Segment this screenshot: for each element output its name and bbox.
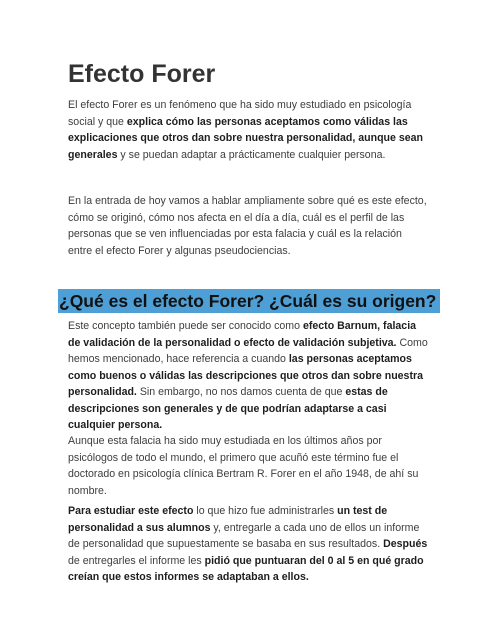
study-bold-2: un test de personalidad a sus alumnos <box>68 505 388 534</box>
study-text-1: lo que hizo fue administrarles <box>193 505 338 517</box>
intro-text-1: El efecto Forer es un fenómeno que ha sido muy estudiado en psicología social y que <box>68 99 412 128</box>
study-paragraph <box>68 503 428 586</box>
section-heading: ¿Qué es el efecto Forer? ¿Cuál es su origen? <box>59 291 437 311</box>
definition-text-3: Sin embargo, no nos damos cuenta de que <box>136 386 346 398</box>
study-text-2: y, entregarle a cada uno de ellos un informe de personalidad que supuestamente se basaba en sus resultados. <box>68 521 420 550</box>
study-bold-1: Para estudiar este efecto <box>68 505 194 517</box>
intro-paragraph <box>68 97 428 163</box>
definition-bold-3: estas de descripciones son generales y de que podrían adaptarse a casi cualquier persona. <box>68 386 388 431</box>
overview-paragraph: En la entrada de hoy vamos a hablar ampliamente sobre qué es este efecto, cómo se originó, cómo nos afecta en el día a día, cuál es el perfil de las personas que se ven influenciadas por esta falacia y cuál es la relación entre el efecto Forer y algunas pseudociencias. <box>68 195 427 257</box>
definition-paragraph <box>68 318 428 434</box>
section-heading-bar <box>58 289 440 313</box>
definition-bold-2: las personas aceptamos como buenos o válidas las descripciones que otros dan sobre nuestra personalidad. <box>68 353 423 398</box>
definition-bold-1: efecto Barnum, falacia de validación de la personalidad o efecto de validación subjetiva. <box>68 320 417 349</box>
study-text-3: de entregarles el informe les <box>68 554 205 567</box>
study-bold-3: Después <box>383 538 428 550</box>
intro-text-2: y se puedan adaptar a prácticamente cualquier persona. <box>117 148 386 161</box>
origin-paragraph: Aunque esta falacia ha sido muy estudiada en los últimos años por psicólogos de todo el mundo, el primero que acuñó este término fue el doctorado en psicología clínica Bertram R. Forer en el año 1948, de ahí su nombre. <box>68 435 419 497</box>
page-title: Efecto Forer <box>68 60 216 88</box>
definition-text-2: Como hemos mencionado, hace referencia a cuando <box>68 336 428 365</box>
study-bold-4: pidió que puntuaran del 0 al 5 en qué grado creían que estos informes se adaptaban a ellos. <box>68 554 424 583</box>
definition-text-1: Este concepto también puede ser conocido como <box>68 320 303 332</box>
intro-bold-1: explica cómo las personas aceptamos como válidas las explicaciones que otros dan sobre nuestra personalidad, aunque sean generales <box>68 115 423 161</box>
